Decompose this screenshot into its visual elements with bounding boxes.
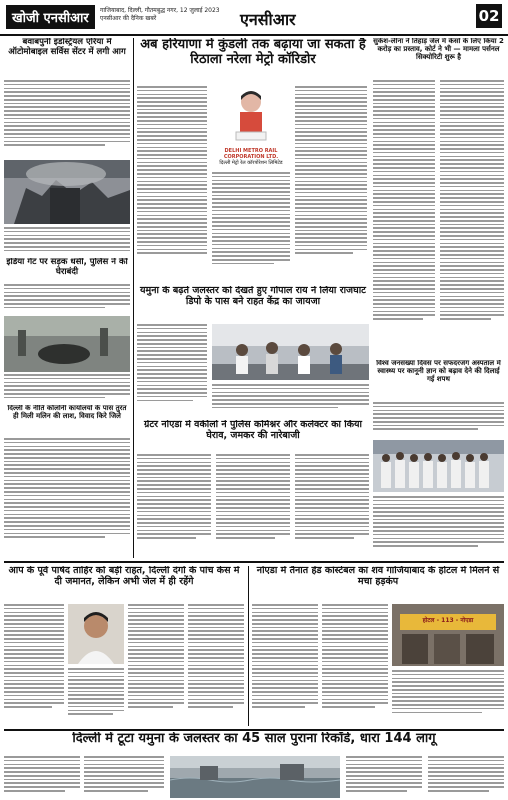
aap-headline: आप के पूर्व पार्षद ताहिर को बड़ी राहत, दिल्ली दंगों के पांच केस में दी जमानत, लेकिन अभी जेल में ही रहेंगे (8, 566, 240, 587)
column-divider (133, 38, 134, 558)
col1-story2 (4, 258, 130, 282)
dmrc-logo-caption: दिल्ली मेट्रो रेल कॉरपोरेशन लिमिटेड (219, 160, 283, 166)
main-text-col1 (137, 86, 207, 282)
world-text2 (373, 496, 504, 556)
bottom-headline: दिल्ली में टूटा यमुना के जलस्तर का 45 साल पुराना रिकॉर्ड, धारा 144 लागू (72, 732, 436, 746)
world-story (373, 360, 504, 400)
flood-photo (170, 756, 340, 798)
world-text (373, 402, 504, 438)
col1-headline1: बवाबपुर्नी इंडस्ट्रियल एरिया में ऑटोमोबाइल सर्विस सेंटर में लगी आग (8, 38, 126, 57)
aap-story (4, 566, 244, 600)
constable-text-col2 (322, 604, 388, 726)
col1-text4 (4, 374, 130, 404)
tahir-portrait (68, 604, 124, 664)
aap-text-col2 (68, 668, 124, 726)
dmrc-logo-text: DELHI METRO RAIL CORPORATION LTD. (223, 148, 279, 160)
yamuna-text-col2 (212, 384, 369, 416)
world-headline: विश्व जनसंख्या दिवस पर सफदरजंग अस्पताल में स्वास्थ्य पर कानूनी ज्ञान को बढ़ाव देने की दिलाई गई शपथ (376, 360, 501, 383)
main-text-col2 (212, 172, 290, 282)
right-text-col2 (440, 80, 504, 358)
aap-text-col1 (4, 604, 64, 726)
col1-headline2: इंडिया गेट पर सड़क धंसी, पुलिस ने की घेराबंदी (6, 258, 128, 277)
dmrc-logo-block (212, 86, 290, 168)
hospital-pledge-photo (373, 440, 504, 492)
bottom-text-col1 (4, 756, 80, 798)
noida-story (137, 420, 369, 450)
newspaper-brand: खोजी एनसीआर (6, 5, 95, 29)
main-headline: अब हरियाणा में कुंडली तक बढ़ाया जा सकता है रिठाला नरेला मेट्रो कॉरिडोर (140, 38, 366, 67)
road-sinkhole-photo (4, 316, 130, 372)
constable-story (252, 566, 504, 600)
noida-text-col3 (295, 454, 369, 554)
masthead-tagline: एनसीआर की दैनिक खबरें (100, 15, 157, 22)
noida-text-col1 (137, 454, 211, 554)
bottom-text-col3 (346, 756, 422, 798)
constable-text-col1 (252, 604, 318, 726)
masthead-date: गाजियाबाद, दिल्ली, गौतमबुद्ध नगर, 12 जुलाई 2023 (100, 7, 220, 14)
hotel-photo (392, 604, 504, 666)
bottom-text-col4 (428, 756, 504, 798)
constable-text-col3 (392, 670, 504, 726)
yamuna-story (137, 286, 369, 322)
col1-text3 (4, 284, 130, 314)
right-story (373, 38, 504, 78)
aap-text-col3 (128, 604, 184, 726)
masthead-meta (100, 7, 220, 23)
col1-text2 (4, 227, 130, 257)
col1-text1 (4, 80, 130, 158)
yamuna-text-col1 (137, 324, 207, 414)
noida-text-col2 (216, 454, 290, 554)
dmrc-logo-icon (212, 86, 290, 144)
col1-headline3: दिल्ली के नीति कॉलोनी कार्यालयों के पास तुरंत ही मिली मलिन की लाश, विवाद किरे जिले (7, 405, 127, 420)
col1-story1 (4, 38, 130, 78)
hotel-sign-text: होटल - 113 - नोएडा (422, 617, 474, 624)
col1-story3 (4, 405, 130, 437)
horizontal-divider (4, 561, 504, 563)
constable-headline: नोएडा में तैनात हेड कांस्टेबल का शव गाजियाबाद के होटल में मिलने से मचा हड़कंप (256, 566, 500, 587)
page-number: 02 (476, 4, 502, 28)
right-headline: सुकेश-लीना ने तिहाड़ जेल में केसों के लिए किया 2 करोड़ का प्रस्ताव, कोर्ट ने भी — मामला पर्सनल सिक्योरिटी शुरू है (373, 38, 504, 61)
fire-photo (4, 160, 130, 224)
lower-column-divider (248, 566, 249, 726)
noida-headline: ग्रेटर नोएडा में वकीलों ने पुलिस कमिश्नर और कलेक्टर का किया घेराव, जमकर की नारेबाजी (144, 420, 362, 441)
main-text-col3 (295, 86, 367, 282)
masthead (0, 0, 508, 36)
bottom-text-col2 (84, 756, 164, 798)
bottom-story (4, 732, 504, 752)
bottom-divider (4, 729, 504, 731)
section-title: एनसीआर (240, 10, 296, 29)
right-text-col1 (373, 80, 435, 358)
main-story (137, 38, 369, 82)
relief-camp-photo (212, 324, 369, 380)
yamuna-headline: यमुना के बढ़ते जलस्तर को देखते हुए गोपाल राय ने लिया राजघाट डिपो के पास बने राहत केंद्र का जायजा (140, 286, 366, 307)
aap-text-col4 (188, 604, 244, 726)
col1-text5 (4, 438, 130, 558)
